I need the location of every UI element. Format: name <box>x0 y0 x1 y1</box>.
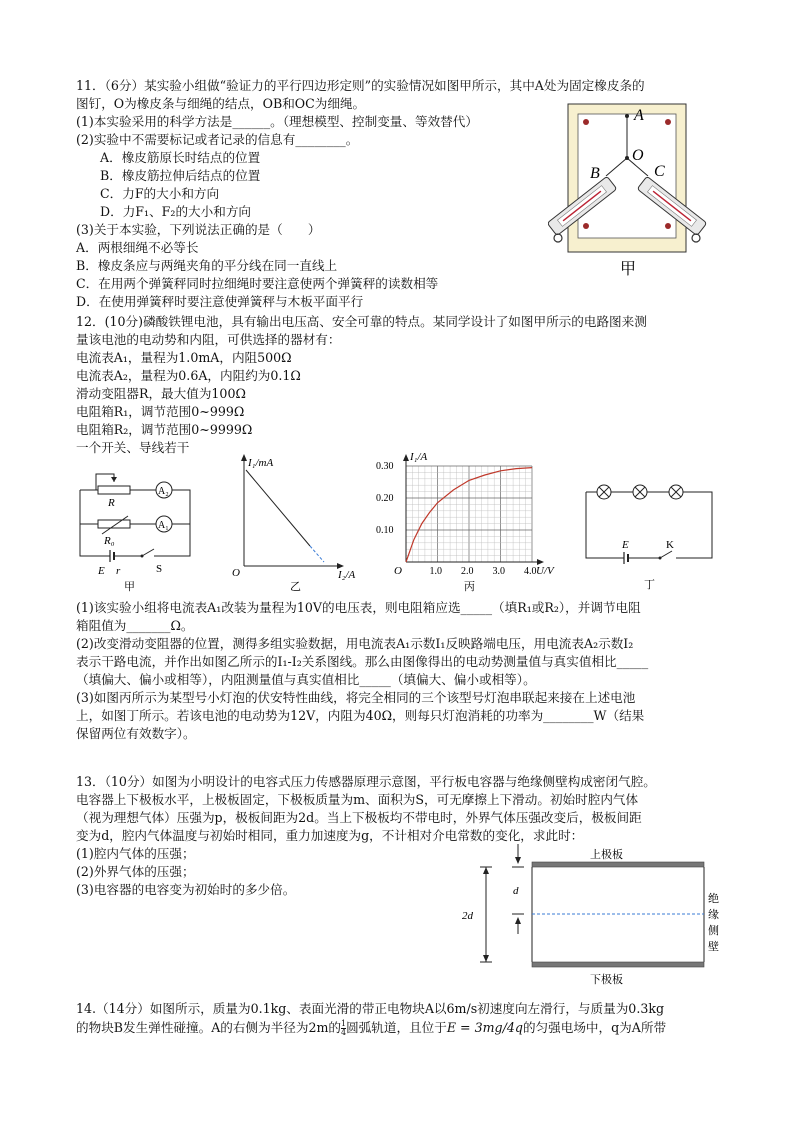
q11-option-a: A．橡皮筋原长时结点的位置 <box>100 150 261 165</box>
electric-field-formula: E = 3mg/4q <box>446 1020 523 1035</box>
q12-question-2b: 表示干路电流，并作出如图乙所示的I₁-I₂关系图线。那么由图像得出的电动势测量值与真实值相比_____ <box>76 654 649 669</box>
q11-figure <box>548 96 708 278</box>
q11-option-c: C．力F的大小和方向 <box>100 186 220 201</box>
label-s: S <box>156 563 163 575</box>
y-tick-label: 0.30 <box>376 461 394 472</box>
ammeter-a2-label: A₂ <box>158 486 169 497</box>
label-e: E <box>98 565 105 577</box>
label-r: R <box>108 497 115 509</box>
q13-line-2: 电容器上下极板水平，上极板固定，下极板质量为m、面积为S，可无摩擦上下滑动。初始时腔内气体 <box>76 792 639 807</box>
label-d: d <box>513 885 519 897</box>
q12-question-1b: 箱阻值为_______Ω。 <box>76 618 194 633</box>
y-axis-arrow-icon <box>403 454 409 461</box>
switch-k <box>660 551 672 558</box>
q12-question-3c: 保留两位有效数字）。 <box>76 726 196 741</box>
arrow-up-icon <box>483 867 489 874</box>
bottom-plate-label: 下极板 <box>590 974 623 986</box>
q13-line-3: （视为理想气体）压强为p，极板间距为2d。当上下极板均不带电时，外界气体压强改变后，极板间距 <box>76 810 642 825</box>
slider-arrow-icon <box>111 477 117 482</box>
wall-label-char: 侧 <box>708 925 719 937</box>
figure-caption: 丙 <box>464 581 475 592</box>
pin-icon <box>665 223 671 229</box>
capacitor-figure <box>456 840 720 990</box>
label-k: K <box>666 539 674 551</box>
resistor-box-r0 <box>98 520 130 528</box>
x-tick-label: 3.0 <box>492 566 505 577</box>
label-o: O <box>632 147 644 164</box>
q12-question-3a: (3)如图丙所示为某型号小灯泡的伏安特性曲线，将完全相同的三个该型号灯泡串联起来接在上述电池 <box>76 690 636 705</box>
q14-text-c: 的匀强电场中，q为A所带 <box>522 1020 667 1035</box>
switch-contact <box>659 557 662 560</box>
q13-sub-1: (1)腔内气体的压强； <box>76 846 195 861</box>
q13-line-1: 13．（10分）如图为小明设计的电容式压力传感器原理示意图，平行板电容器与绝缘侧壁构成密闭气腔。 <box>76 774 656 789</box>
q13-sub-2: (2)外界气体的压强； <box>76 864 195 879</box>
q12-question-2a: (2)改变滑动变阻器的位置，测得多组实验数据，用电流表A₁示数I₁反映路端电压，用电流表A₂示数I₂ <box>76 636 634 651</box>
q13-line-4: 变为d，腔内气体温度与初始时相同，重力加速度为g，不计相对介电常数的变化，求此时： <box>76 828 584 843</box>
q11-line-2: 图钉，O为橡皮条与细绳的结点，OB和OC为细绳。 <box>76 96 366 111</box>
q12-line-2: 量该电池的电动势和内阻，可供选择的器材有： <box>76 332 341 347</box>
pin-icon <box>583 223 589 229</box>
q12-line-6: 电阻箱R₁，调节范围0~999Ω <box>76 404 245 419</box>
label-r-internal: r <box>116 565 121 577</box>
y-tick-label: 0.20 <box>376 493 394 504</box>
quarter-fraction: $\frac{1}{4}$ <box>341 1019 347 1037</box>
q12-line-5: 滑动变阻器R，最大值为100Ω <box>76 386 246 401</box>
q14-text-b: 圆弧轨道，且位于 <box>346 1020 447 1035</box>
ring-icon <box>692 234 700 242</box>
q12-line-4: 电流表A₂，量程为0.6A，内阻约为0.1Ω <box>76 368 301 383</box>
y-axis-label: I₁/mA <box>248 457 274 469</box>
wall-label-char: 缘 <box>708 909 719 921</box>
arrow-down-icon <box>483 955 489 962</box>
top-plate <box>532 862 704 867</box>
origin-label: O <box>232 567 240 579</box>
ring-icon <box>554 234 562 242</box>
q12-question-2c: （填偏大、偏小或相等），内阻测量值与真实值相比_____（填偏大、偏小或相等）。 <box>76 672 536 687</box>
wall-label-char: 绝 <box>708 893 719 905</box>
q14-line-2 <box>76 1019 666 1037</box>
arrow-down-icon <box>515 857 521 864</box>
q11-line-11: B．橡皮条应与两绳夹角的平分线在同一直线上 <box>76 258 338 273</box>
bottom-plate <box>532 962 704 967</box>
circuit-ding <box>580 478 718 592</box>
x-tick-label: 2.0 <box>461 566 474 577</box>
figure-caption: 丁 <box>644 579 655 591</box>
label-b: B <box>590 165 600 182</box>
y-axis-label: I₁/A <box>410 451 428 463</box>
pin-icon <box>665 119 671 125</box>
chart-bing <box>372 448 564 592</box>
y-tick-label: 0.10 <box>376 525 394 536</box>
q14-text-a: 的物块B发生弹性碰撞。A的右侧为半径为2m的 <box>76 1020 341 1035</box>
figure-caption: 甲 <box>124 581 135 592</box>
label-r0: R₀ <box>104 535 115 547</box>
x-tick-label: 1.0 <box>429 566 442 577</box>
figure-caption: 甲 <box>620 261 637 278</box>
q12-line-3: 电流表A₁，量程为1.0mA，内阻500Ω <box>76 350 292 365</box>
q11-line-3: (1)本实验采用的科学方法是______。（理想模型、控制变量、等效替代） <box>76 114 478 129</box>
switch-s <box>142 549 154 556</box>
label-2d: 2d <box>462 910 473 922</box>
label-a: A <box>634 107 644 124</box>
q11-line-4: (2)实验中不需要标记或者记录的信息有________。 <box>76 132 359 147</box>
data-line-solid <box>246 470 310 546</box>
q12-question-3b: 上，如图丁所示。若该电池的电动势为12V，内阻为40Ω，则每只灯泡消耗的功率为________W（结果 <box>76 708 645 723</box>
label-c: C <box>654 163 665 180</box>
q11-option-b: B．橡皮筋拉伸后结点的位置 <box>100 168 261 183</box>
x-tick-label: 4.0 <box>524 566 537 577</box>
origin-label: O <box>394 565 402 577</box>
rheostat-r <box>98 486 130 494</box>
q11-line-9: (3)关于本实验，下列说法正确的是（ ） <box>76 222 321 237</box>
figure-caption: 乙 <box>290 581 301 592</box>
q13-sub-3: (3)电容器的电容变为初始时的多少倍。 <box>76 882 296 897</box>
lamp-icon <box>597 485 611 499</box>
q11-line-13: D．在使用弹簧秤时要注意使弹簧秤与木板平面平行 <box>76 294 364 309</box>
top-plate-label: 上极板 <box>590 849 623 861</box>
x-axis-label: U/V <box>536 565 554 577</box>
q12-line-7: 电阻箱R₂，调节范围0~9999Ω <box>76 422 253 437</box>
q14-line-1: 14.（14分）如图所示，质量为0.1kg、表面光滑的带正电物块A以6m/s初速度向左滑行，与质量为0.3kg <box>76 1001 665 1016</box>
q12-line-1: 12．(10分)磷酸铁锂电池，具有输出电压高、安全可靠的特点。某同学设计了如图甲所示的电路图来测 <box>76 314 647 329</box>
graph-yi <box>228 448 364 592</box>
pin-icon <box>583 119 589 125</box>
lamp-icon <box>633 485 647 499</box>
arrow-up-icon <box>515 917 521 924</box>
label-e: E <box>622 539 629 551</box>
data-line-dashed <box>310 546 324 562</box>
q11-option-d: D．力F₁、F₂的大小和方向 <box>100 204 252 219</box>
wall-label-char: 壁 <box>708 941 719 953</box>
switch-contact <box>141 555 144 558</box>
chart-axes <box>403 454 544 565</box>
q11-line-12: C．在用两个弹簧秤同时拉细绳时要注意使两个弹簧秤的读数相等 <box>76 276 439 291</box>
x-axis-label: I₂/A <box>338 569 356 581</box>
q12-line-8: 一个开关、导线若干 <box>76 440 190 455</box>
lamp-icon <box>669 485 683 499</box>
q11-line-1: 11．（6分）某实验小组做“验证力的平行四边形定则”的实验情况如图甲所示，其中A处为固定橡皮条的 <box>76 78 645 93</box>
y-axis-arrow-icon <box>241 454 247 461</box>
circuit-jia <box>72 460 212 592</box>
q11-line-10: A．两根细绳不必等长 <box>76 240 199 255</box>
q12-question-1a: (1)该实验小组将电流表A₁改装为量程为10V的电压表，则电阻箱应选_____（填R₁或R₂），并调节电阻 <box>76 600 641 615</box>
ammeter-a1-label: A₁ <box>158 520 169 531</box>
